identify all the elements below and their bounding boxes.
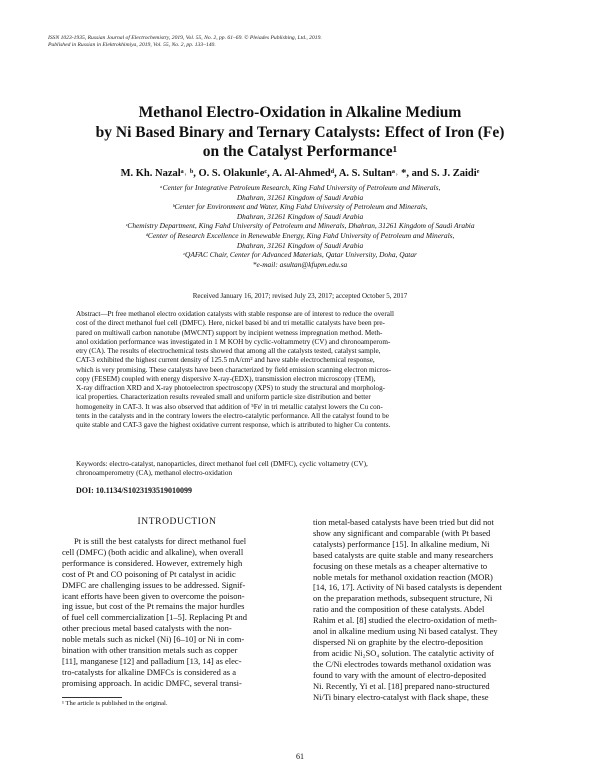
affiliation-line: Dhahran, 31261 Kingdom of Saudi Arabia bbox=[236, 240, 364, 250]
journal-header-line: ISSN 1023-1935, Russian Journal of Electrochemistry, 2019, Vol. 55, No. 2, pp. 61–69. © Pleiades Publishing, Ltd., 2019. bbox=[48, 35, 322, 41]
affiliation-line: ᶜChemistry Department, King Fahd University of Petroleum and Minerals, Dhahran, 31261 Kingdom of Saudi Arabia bbox=[125, 221, 475, 231]
body-line: DMFC are challenging issues to be addressed. Signif- bbox=[62, 579, 246, 590]
body-line: tion metal-based catalysts have been tried but did not bbox=[313, 517, 494, 527]
doi: DOI: 10.1134/S1023193519010099 bbox=[76, 486, 193, 495]
abstract-line: etry (CA). The results of electrochemical tests showed that among all the catalysts tested, catalyst sample, bbox=[76, 347, 381, 355]
abstract-line: ical properties. Characterization results revealed small and uniform particle size distribution and better bbox=[76, 393, 371, 402]
abstract-line: tents in the catalysts and in the contrary lowers the electro-catalytic performance. All the catalyst found to be bbox=[76, 411, 389, 420]
right-column bbox=[313, 517, 549, 702]
body-line: Ni. Recently, Yi et al. [18] prepared nano-structured bbox=[313, 680, 490, 691]
keywords-line: chronoamperometry (CA), methanol electro-oxidation bbox=[76, 469, 233, 478]
affiliations bbox=[40, 183, 560, 269]
abstract-line: quite stable and CAT-3 gave the highest oxidative current response, which is attributed to higher Cu contents. bbox=[76, 421, 391, 429]
title-line: Methanol Electro-Oxidation in Alkaline Medium bbox=[138, 104, 462, 121]
body-line: [11], manganese [12] and palladium [13, 14] as elec- bbox=[62, 655, 242, 666]
author-list: M. Kh. Nazalᵃ˒ ᵇ, O. S. Olakunleᶜ, A. Al-Ahmedᵈ, A. S. Sultanᵃ˒ *, and S. J. Zaidiᵉ bbox=[120, 168, 480, 179]
body-line: of fuel cell commercialization [1–5]. Replacing Pt and bbox=[62, 612, 248, 623]
affiliation-line: ᵉQAFAC Chair, Center for Advanced Materials, Qatar University, Doha, Qatar bbox=[183, 250, 417, 260]
affiliation-line: ᵇCenter for Environment and Water, King Fahd University of Petroleum and Minerals, bbox=[172, 202, 428, 212]
body-line: Pt is still the best catalysts for direct methanol fuel bbox=[74, 536, 247, 546]
body-line: on the preparation methods, subsequent structure, Ni bbox=[313, 593, 493, 604]
keywords bbox=[76, 460, 548, 479]
body-line: anol in alkaline medium using Ni based catalyst. They bbox=[313, 626, 498, 637]
article-title bbox=[40, 103, 560, 162]
body-line: found to vary with the amount of electro-deposited bbox=[313, 669, 487, 680]
body-line: the C/Ni electrodes towards methanol oxidation was bbox=[313, 658, 491, 669]
abstract-line: Abstract—Pt free methanol electro oxidation catalysts with stable response are of interest to reduce the overall bbox=[76, 310, 394, 318]
affiliation-line: ᵃCenter for Integrative Petroleum Research, King Fahd University of Petroleum and Minerals, bbox=[159, 183, 441, 192]
abstract-line: homogeneity in CAT-3. It was also observed that addition of ⁵Fe' in tri metallic catalyst lowers the Cu con- bbox=[76, 402, 383, 411]
footnote-rule bbox=[62, 697, 122, 698]
page-number: 61 bbox=[296, 752, 304, 761]
abstract-line: copy (FESEM) coupled with energy dispersive X-ray-(EDX), transmission electron microscopy (TEM), bbox=[76, 374, 376, 383]
body-line: cell (DMFC) (both acidic and alkaline), when overall bbox=[62, 546, 244, 557]
journal-header-line: Published in Russian in Elektrokhimiya, 2019, Vol. 55, No. 2, pp. 133–140. bbox=[48, 42, 216, 48]
body-line: [14, 16, 17]. Activity of Ni based catalysts is dependent bbox=[313, 582, 502, 593]
footnote: ¹ The article is published in the original. bbox=[62, 700, 168, 707]
body-line: noble metals for methanol oxidation reaction (MOR) bbox=[313, 571, 493, 582]
abstract-line: anol oxidation performance was investigated in 1 M KOH by cyclic-voltammetry (CV) and chronoamperom- bbox=[76, 337, 391, 346]
email-line: *e-mail: asultan@kfupm.edu.sa bbox=[252, 259, 348, 269]
body-line: other precious metal based catalysts with the non- bbox=[62, 623, 232, 634]
body-line: tro-catalysts for alkaline DMFCs is considered as a bbox=[62, 666, 236, 677]
body-line: catalysts) performance [15]. In alkaline medium, Ni bbox=[313, 538, 490, 549]
body-line: Rahim et al. [8] studied the electro-oxidation of meth- bbox=[313, 615, 497, 626]
abstract-line: cost of the direct methanol fuel cell (DMFC). Here, nickel based bi and tri metallic catalysts have been pre- bbox=[76, 319, 385, 328]
body-line: show any significant and comparable (with Pt based bbox=[313, 527, 491, 538]
body-line: promising approach. In acidic DMFC, several transi- bbox=[62, 677, 242, 688]
body-line: bination with other transition metals such as copper bbox=[62, 645, 238, 656]
body-line: performance is considered. However, extremely high bbox=[62, 557, 243, 568]
affiliation-line: ᵈCenter of Research Excellence in Renewable Energy, King Fahd University of Petroleum and Minerals, bbox=[145, 230, 455, 240]
abstract bbox=[76, 310, 548, 430]
body-line: focusing on these metals as a cheaper alternative to bbox=[313, 560, 488, 571]
title-line: on the Catalyst Performance¹ bbox=[202, 143, 398, 160]
section-heading: INTRODUCTION bbox=[137, 517, 217, 527]
body-line: ing issue, but cost of the Pt remains the major hurdles bbox=[62, 601, 245, 612]
abstract-line: pared on multiwall carbon nanotube (MWCNT) support by incipient wetness impregnation method. Meth- bbox=[76, 328, 383, 337]
left-column bbox=[62, 536, 292, 689]
abstract-line: CAT-3 exhibited the highest current density of 125.5 mA/cm² and have stable electrochemical response, bbox=[76, 356, 375, 365]
body-line: Ni/Ti binary electro-catalyst with flack shape, these bbox=[313, 691, 489, 702]
abstract-line: which is very promising. These catalysts have been characterized by field emission scanning electron micros- bbox=[76, 365, 392, 374]
keywords-line: Keywords: electro-catalyst, nanoparticles, direct methanol fuel cell (DMFC), cyclic voltametry (CV), bbox=[76, 460, 368, 468]
journal-header bbox=[48, 35, 558, 49]
abstract-line: X-ray diffraction XRD and X-ray photoelectron spectroscopy (XPS) to study the structural and morpholog- bbox=[76, 384, 386, 392]
body-line: from acidic Ni₂SO₄ solution. The catalytic activity of bbox=[313, 647, 494, 658]
body-line: dispersed Ni on graphite by the electro-deposition bbox=[313, 636, 483, 647]
body-line: based catalysts are quite stable and many researchers bbox=[313, 549, 494, 560]
body-line: cost of Pt and CO poisoning of Pt catalyst in acidic bbox=[62, 568, 236, 579]
affiliation-line: Dhahran, 31261 Kingdom of Saudi Arabia bbox=[236, 192, 364, 202]
received-dates: Received January 16, 2017; revised July 23, 2017; accepted October 5, 2017 bbox=[192, 292, 408, 300]
body-line: ratio and the composition of these catalysts. Abdel bbox=[313, 604, 485, 615]
body-line: noble metals such as nickel (Ni) [6–10] or Ni in com- bbox=[62, 634, 245, 645]
affiliation-line: Dhahran, 31261 Kingdom of Saudi Arabia bbox=[236, 211, 364, 221]
title-line: by Ni Based Binary and Ternary Catalysts: Effect of Iron (Fe) bbox=[95, 123, 505, 141]
body-line: icant efforts have been given to overcome the poison- bbox=[62, 590, 245, 601]
